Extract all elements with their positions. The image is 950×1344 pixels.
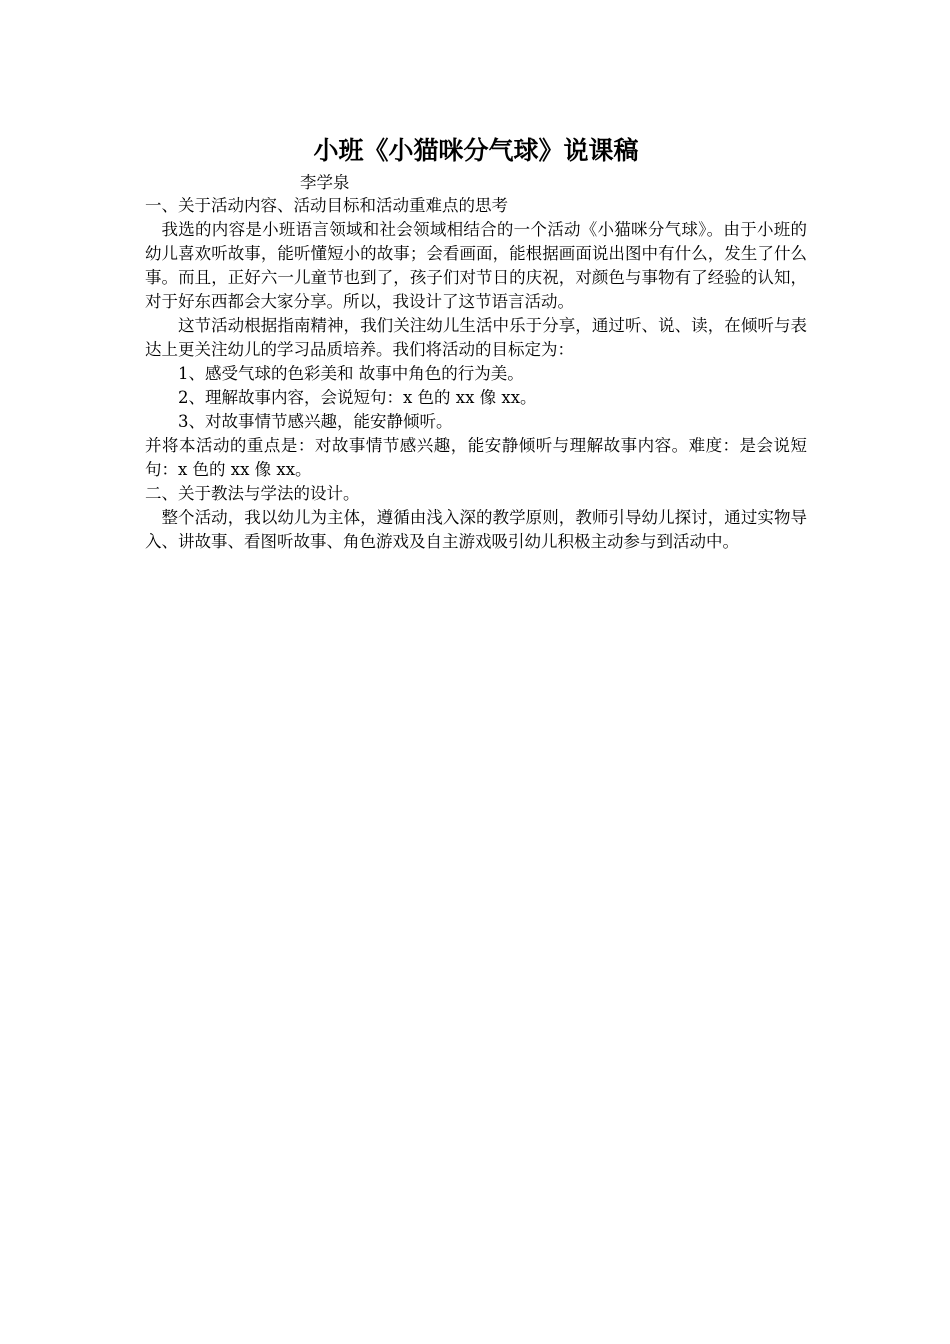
document-title: 小班《小猫咪分气球》说课稿 [313, 136, 639, 165]
paragraph-key-points: 并将本活动的重点是：对故事情节感兴趣，能安静倾听与理解故事内容。难度：是会说短句：x 色的 xx 像 xx。 [145, 436, 807, 479]
section-heading-1: 一、关于活动内容、活动目标和活动重难点的思考 [145, 196, 508, 215]
goal-item-2: 2、理解故事内容，会说短句：x 色的 xx 像 xx。 [178, 388, 537, 407]
author-name: 李学泉 [300, 173, 350, 192]
goal-item-3: 3、对故事情节感兴趣，能安静倾听。 [178, 412, 453, 431]
paragraph-goals-intro: 这节活动根据指南精神，我们关注幼儿生活中乐于分享，通过听、说、读，在倾听与表达上更关注幼儿的学习品质培养。我们将活动的目标定为： [145, 316, 807, 359]
document-body [145, 132, 807, 554]
section-heading-2: 二、关于教法与学法的设计。 [145, 484, 360, 503]
paragraph-methods: 整个活动，我以幼儿为主体，遵循由浅入深的教学原则，教师引导幼儿探讨，通过实物导入、讲故事、看图听故事、角色游戏及自主游戏吸引幼儿积极主动参与到活动中。 [145, 508, 807, 551]
goal-item-1: 1、感受气球的色彩美和 故事中角色的行为美。 [178, 364, 524, 383]
paragraph-content-intro: 我选的内容是小班语言领域和社会领域相结合的一个活动《小猫咪分气球》。由于小班的幼儿喜欢听故事，能听懂短小的故事；会看画面，能根据画面说出图中有什么，发生了什么事。而且，正好六一儿童节也到了，孩子们对节日的庆祝，对颜色与事物有了经验的认知，对于好东西都会大家分享。所以，我设计了这节语言活动。 [145, 220, 807, 311]
